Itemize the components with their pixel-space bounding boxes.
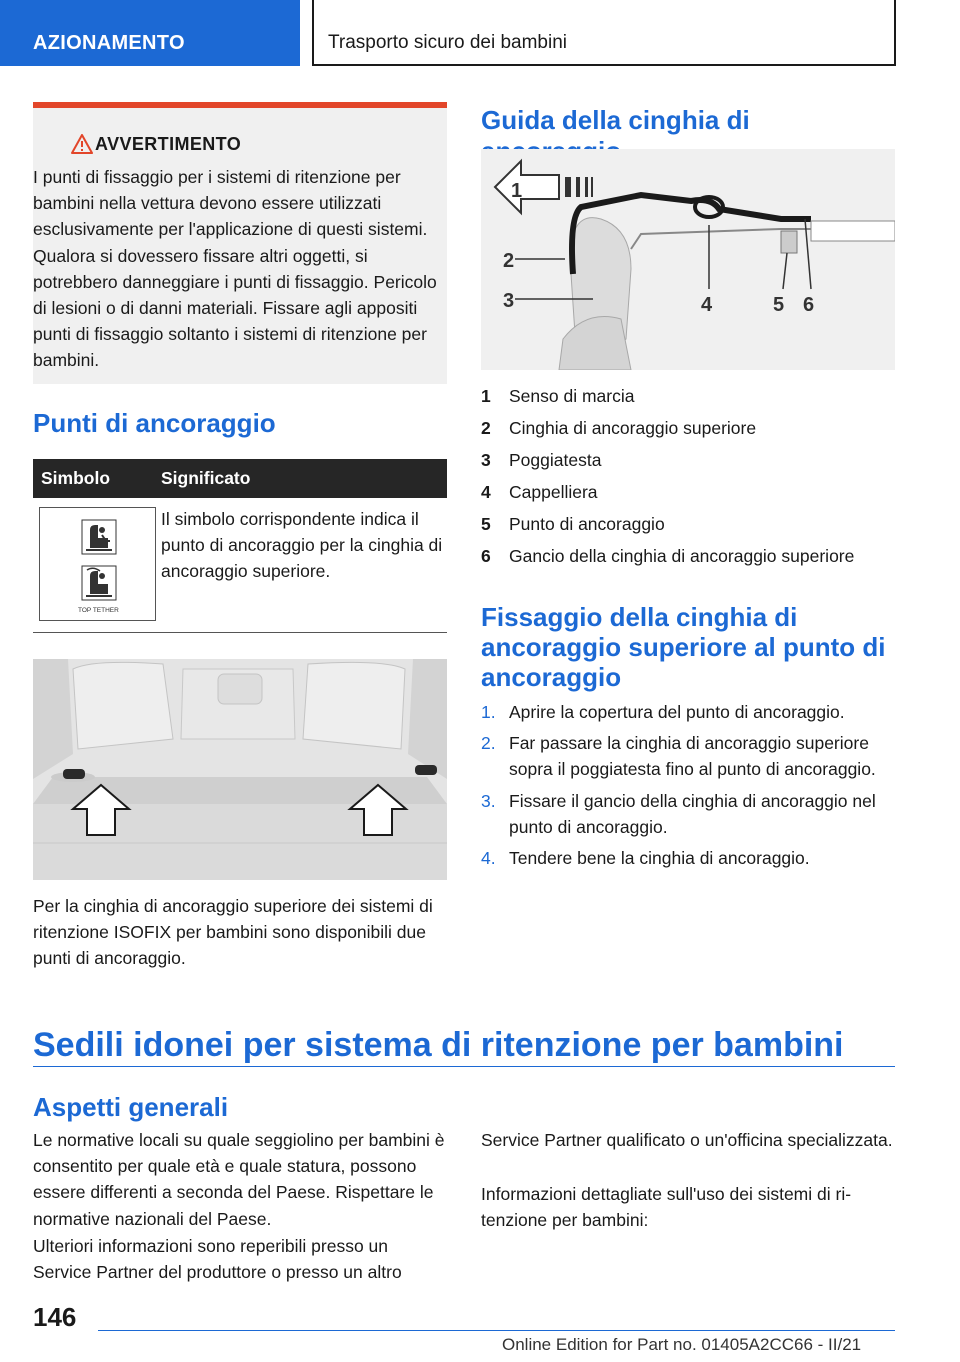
strap-guide-heading: Guida della cinghia di [481, 105, 750, 135]
list-item: 6 Gancio della cinghia di ancoraggio superiore [481, 545, 855, 566]
rear-seats-photo [33, 659, 447, 880]
fixing-heading: Fissaggio della cinghia di ancoraggio superiore al punto di ancoraggio [481, 602, 886, 692]
section-divider [33, 1066, 895, 1067]
warning-title-text: AVVERTIMENTO [95, 133, 242, 154]
col-symbol-header: Simbolo [41, 468, 111, 488]
page-number: 146 [33, 1302, 77, 1332]
anchor-point-left [63, 769, 85, 779]
fixing-steps [481, 699, 895, 876]
top-tether-symbol [39, 507, 156, 621]
anchor-points-paragraph: Per la cinghia di ancoraggio superiore dei sistemi di ritenzione ISOFIX per bambini sono disponibili due punti di ancoraggio. [33, 896, 433, 969]
diagram-label-3: 3 [503, 290, 515, 312]
list-item: 1. Aprire la copertura del punto di ancoraggio. [481, 702, 845, 722]
list-item: 1 Senso di marcia [481, 385, 635, 406]
seats-heading: Sedili idonei per sistema di ritenzione per bambini [33, 1026, 844, 1064]
symbol-table [33, 459, 447, 633]
topic-title: Trasporto sicuro dei bambini [312, 0, 896, 66]
diagram-label-6: 6 [803, 294, 815, 316]
table-row [33, 498, 447, 633]
seats-subheading: Aspetti generali [33, 1092, 229, 1122]
symbol-table-header [33, 459, 447, 498]
warning-icon [71, 134, 93, 154]
seats-left-paragraph-2: Ulteriori informazioni sono reperibili presso un Service Partner del produttore o presso un altro [33, 1236, 402, 1283]
child-seat-icon [82, 520, 116, 554]
list-item: 3. Fissare il gancio della cinghia di ancoraggio nel punto di ancoraggio. [481, 790, 876, 837]
footer-divider [98, 1330, 895, 1331]
seats-right-paragraph-1: Service Partner qualificato o un'officina specializzata. [481, 1130, 893, 1150]
warning-box [33, 102, 447, 384]
anchor-point-right [415, 765, 437, 775]
diagram-label-4: 4 [701, 294, 713, 316]
list-item: 3 Poggiatesta [481, 449, 602, 470]
section-tab: AZIONAMENTO [0, 0, 300, 66]
col-meaning-header: Significato [161, 468, 251, 488]
strap-guide-diagram [481, 149, 895, 370]
page-header [0, 0, 960, 66]
list-item: 2. Far passare la cinghia di ancoraggio superiore sopra il poggiatesta fino al punto di ancoraggio. [481, 733, 876, 780]
list-item: 4. Tendere bene la cinghia di ancoraggio. [481, 848, 810, 869]
diagram-label-1: 1 [511, 180, 523, 202]
top-tether-icon [82, 566, 116, 600]
diagram-label-2: 2 [503, 250, 515, 272]
anchor-points-heading: Punti di ancoraggio [33, 408, 276, 438]
diagram-label-5: 5 [773, 294, 785, 316]
diagram-legend [481, 380, 895, 572]
edition-info: Online Edition for Part no. 01405A2CC66 - II/21 [502, 1335, 862, 1354]
warning-title [75, 132, 437, 156]
symbol-meaning: Il simbolo corrispondente indica il punto di ancoraggio per la cinghia di ancoraggio superiore. [161, 509, 443, 581]
list-item: 2 Cinghia di ancoraggio superiore [481, 417, 757, 438]
top-tether-caption: TOP TETHER [78, 607, 119, 614]
list-item: 4 Cappelliera [481, 481, 598, 502]
seats-right-paragraph-2: Informazioni dettagliate sull'uso dei sistemi di ritenzione per bambini: [481, 1184, 852, 1231]
warning-body: I punti di fissaggio per i sistemi di ritenzione per bambini nella vettura devono essere utilizzati esclusivamente per l'applicazione di questi sistemi. Qualora si dovessero fissare altri oggetti, si potrebbero danneggiare i punti di fissaggio. Pericolo di lesioni o di danni materiali. Fissare agli appositi punti di fissaggio soltanto i sistemi di ritenzione per bambini. [33, 167, 437, 371]
seats-left-paragraph-1: Le normative locali su quale seggiolino per bambini è consentito per quale età e quale statura, possono essere differenti a seconda del Paese. Rispettare le normative nazionali del Paese. [33, 1130, 445, 1229]
list-item: 5 Punto di ancoraggio [481, 513, 665, 534]
